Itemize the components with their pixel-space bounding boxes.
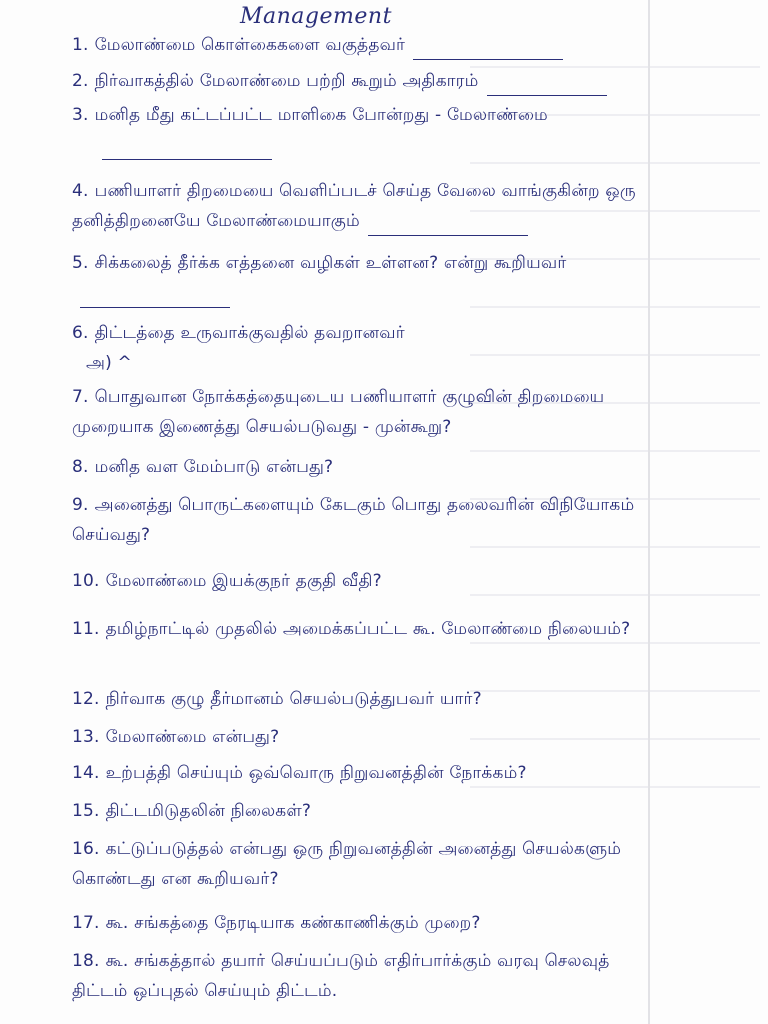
question-number: 14. [72, 763, 100, 783]
question-number: 16. [72, 839, 100, 859]
question-number: 11. [72, 619, 100, 639]
option-a: அ) ^ [86, 353, 132, 373]
question-number: 5. [72, 253, 89, 273]
question-18 [72, 946, 647, 1006]
page-title: Management [240, 4, 392, 29]
question-number: 3. [72, 105, 89, 125]
question-text: தமிழ்நாட்டில் முதலில் அமைக்கப்பட்ட கூ. மேலாண்மை நிலையம்? [105, 619, 631, 639]
question-text: பணியாளர் திறமையை வெளிப்படச் செய்த வேலை வாங்குகின்ற ஒரு தனித்திறனையே மேலாண்மையாகும் [72, 181, 636, 231]
question-text: மேலாண்மை இயக்குநர் தகுதி வீதி? [105, 571, 382, 591]
question-text: உற்பத்தி செய்யும் ஒவ்வொரு நிறுவனத்தின் நோக்கம்? [105, 763, 527, 783]
question-number: 12. [72, 689, 100, 709]
question-number: 1. [72, 35, 89, 55]
question-10 [72, 566, 647, 596]
question-number: 2. [72, 71, 89, 91]
question-text: மேலாண்மை கொள்கைகளை வகுத்தவர் [94, 35, 406, 55]
question-number: 13. [72, 727, 100, 747]
question-text: கூ. சங்கத்தை நேரடியாக கண்காணிக்கும் முறை? [105, 913, 481, 933]
question-13 [72, 722, 647, 752]
question-5 [72, 248, 647, 308]
question-number: 9. [72, 495, 89, 515]
question-text: மனித மீது கட்டப்பட்ட மாளிகை போன்றது - மேலாண்மை [94, 105, 548, 125]
question-12 [72, 684, 647, 714]
answer-blank [487, 75, 607, 96]
question-9 [72, 490, 647, 550]
question-text: திட்டமிடுதலின் நிலைகள்? [105, 801, 312, 821]
question-14 [72, 758, 647, 788]
question-text: நிர்வாக குழு தீர்மானம் செயல்படுத்துபவர் யார்? [105, 689, 482, 709]
question-number: 8. [72, 457, 89, 477]
question-7 [72, 382, 647, 442]
question-text: மேலாண்மை என்பது? [105, 727, 280, 747]
question-number: 7. [72, 387, 89, 407]
question-number: 18. [72, 951, 100, 971]
question-number: 17. [72, 913, 100, 933]
question-1 [72, 30, 647, 60]
question-number: 6. [72, 323, 89, 343]
question-text: நிர்வாகத்தில் மேலாண்மை பற்றி கூறும் அதிகாரம் [94, 71, 479, 91]
answer-blank [102, 139, 272, 160]
answer-blank [80, 287, 230, 308]
question-8 [72, 452, 647, 482]
question-11 [72, 614, 647, 644]
question-number: 4. [72, 181, 89, 201]
question-3 [72, 100, 647, 160]
question-15 [72, 796, 647, 826]
question-text: பொதுவான நோக்கத்தையுடைய பணியாளர் குழுவின் திறமையை முறையாக இணைத்து செயல்படுவது - முன்கூறு? [72, 387, 605, 437]
question-text: கட்டுப்படுத்தல் என்பது ஒரு நிறுவனத்தின் அனைத்து செயல்களும் கொண்டது என கூறியவர்? [72, 839, 622, 889]
question-text: கூ. சங்கத்தால் தயார் செய்யப்படும் எதிர்பார்க்கும் வரவு செலவுத் திட்டம் ஒப்புதல் செய்யும் திட்டம். [72, 951, 610, 1001]
answer-blank [368, 215, 528, 236]
question-16 [72, 834, 647, 894]
question-number: 15. [72, 801, 100, 821]
question-17 [72, 908, 647, 938]
question-2 [72, 66, 647, 96]
question-text: சிக்கலைத் தீர்க்க எத்தனை வழிகள் உள்ளன? என்று கூறியவர் [94, 253, 567, 273]
question-number: 10. [72, 571, 100, 591]
question-4 [72, 176, 647, 236]
answer-blank [413, 39, 563, 60]
question-text: திட்டத்தை உருவாக்குவதில் தவறானவர் [94, 323, 405, 343]
page-edge-shadow [648, 0, 650, 1024]
question-text: மனித வள மேம்பாடு என்பது? [94, 457, 334, 477]
question-text: அனைத்து பொருட்களையும் கேடகும் பொது தலைவரின் விநியோகம் செய்வது? [72, 495, 635, 545]
question-6 [72, 318, 647, 378]
